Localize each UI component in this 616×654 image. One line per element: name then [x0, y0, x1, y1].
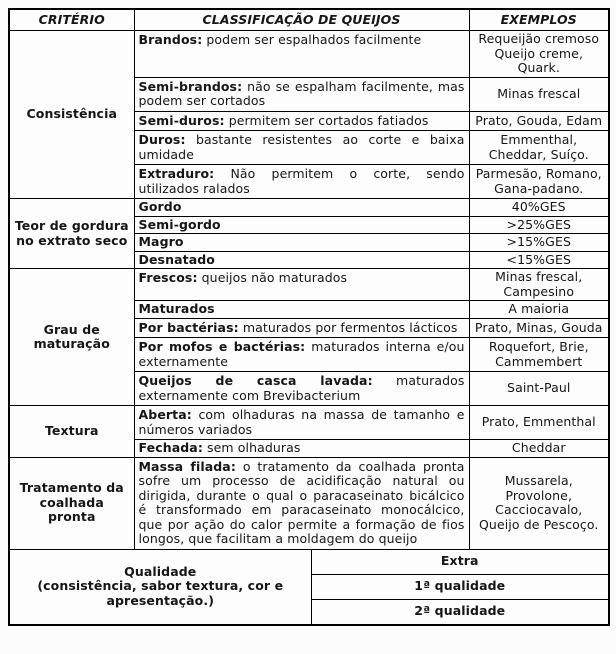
quality-subtitle: (consistência, sabor textura, cor e apresentação.): [37, 578, 284, 608]
classification-cell: [134, 406, 469, 440]
classification-cell: [134, 440, 469, 458]
classification-term: Frescos:: [138, 270, 198, 285]
quality-label-cell: [9, 549, 311, 625]
table-row: [9, 31, 609, 78]
classification-desc: maturados por fermentos lácticos: [242, 319, 458, 335]
header-criterio: CRITÉRIO: [9, 9, 134, 31]
classification-cell: [134, 31, 469, 78]
examples-cell: Saint-Paul: [469, 372, 609, 406]
classification-term: Extraduro:: [138, 166, 215, 181]
classification-term: Por mofos e bactérias:: [138, 339, 306, 354]
criterion-cell-textura: Textura: [9, 406, 134, 458]
classification-desc: não se espalham facilmente, mas podem ser cortados: [138, 78, 465, 108]
classification-cell: [134, 234, 469, 252]
classification-term: Magro: [138, 234, 184, 249]
classification-term: Brandos:: [138, 32, 203, 47]
classification-cell: [134, 269, 469, 301]
classification-term: Massa filada:: [138, 458, 236, 474]
criterion-cell-tratamento-coalhada: Tratamento da coalhada pronta: [9, 457, 134, 549]
examples-cell: Mussarela, Provolone, Cacciocavalo, Queijo de Pescoço.: [469, 457, 609, 549]
quality-grade-extra: Extra: [311, 549, 609, 574]
classification-cell: [134, 77, 469, 111]
classification-desc: queijos não maturados: [201, 270, 348, 285]
classification-desc: sem olhaduras: [207, 440, 301, 455]
criterion-cell-teor-gordura: Teor de gordura no extrato seco: [9, 199, 134, 269]
classification-cell: [134, 301, 469, 319]
quality-row: [9, 549, 609, 574]
classification-term: Semi-duros:: [138, 112, 225, 128]
classification-cell: [134, 131, 469, 165]
criterion-cell-grau-maturacao: Grau de maturação: [9, 269, 134, 406]
classification-term: Duros:: [138, 132, 186, 147]
examples-cell: Emmenthal, Cheddar, Suíço.: [469, 131, 609, 165]
examples-cell: Prato, Gouda, Edam: [469, 111, 609, 131]
examples-cell: 40%GES: [469, 199, 609, 217]
classification-cell: [134, 199, 469, 217]
header-exemplos: EXEMPLOS: [469, 9, 609, 31]
quality-title: Qualidade: [124, 563, 197, 579]
examples-cell: Cheddar: [469, 440, 609, 458]
quality-grade-segunda: 2ª qualidade: [311, 599, 609, 625]
classification-term: Desnatado: [138, 251, 215, 267]
classification-cell: [134, 165, 469, 199]
examples-cell: Minas frescal: [469, 77, 609, 111]
table-row: [9, 406, 609, 440]
classification-desc: o tratamento da coalhada pronta sofre um processo de acidificação natural ou dirigida, durante o qual o paracaseinato bicálcico é transformado em paracaseinato monocálcico, que por ação do calor permite a formação de fios longos, que facilitam a moldagem do queijo: [138, 458, 465, 546]
classification-desc: Não permitem o corte, sendo utilizados ralados: [138, 166, 465, 196]
classification-desc: podem ser espalhados facilmente: [206, 32, 422, 47]
header-classificacao: CLASSIFICAÇÃO DE QUEIJOS: [134, 9, 469, 31]
table-row: [9, 269, 609, 301]
quality-grade-primeira: 1ª qualidade: [311, 574, 609, 599]
classification-term: Aberta:: [138, 407, 192, 422]
classification-term: Maturados: [138, 301, 215, 316]
examples-cell: Parmesão, Romano, Gana-padano.: [469, 165, 609, 199]
header-row: [9, 9, 609, 31]
classification-cell: [134, 457, 469, 549]
classification-term: Fechada:: [138, 440, 203, 455]
classification-cell: [134, 318, 469, 338]
examples-cell: Prato, Emmenthal: [469, 406, 609, 440]
classification-term: Semi-brandos:: [138, 78, 243, 94]
classification-term: Gordo: [138, 199, 182, 214]
examples-cell: >25%GES: [469, 216, 609, 234]
examples-cell: Requeijão cremoso Queijo creme, Quark.: [469, 31, 609, 78]
cheese-classification-table: [8, 8, 610, 626]
classification-desc: bastante resistentes ao corte e baixa umidade: [138, 132, 465, 162]
classification-desc: permitem ser cortados fatiados: [228, 112, 429, 128]
examples-cell: Roquefort, Brie, Cammembert: [469, 338, 609, 372]
classification-term: Por bactérias:: [138, 319, 239, 335]
criterion-cell-consistencia: Consistência: [9, 31, 134, 199]
examples-cell: >15%GES: [469, 234, 609, 252]
classification-term: Queijos de casca lavada:: [138, 373, 373, 388]
table-row: [9, 199, 609, 217]
examples-cell: <15%GES: [469, 251, 609, 269]
classification-cell: [134, 338, 469, 372]
classification-desc: com olhaduras na massa de tamanho e números variados: [138, 407, 465, 437]
classification-desc: maturados externamente com Brevibacterium: [138, 373, 465, 403]
table-row: [9, 457, 609, 549]
examples-cell: Minas frescal, Campesino: [469, 269, 609, 301]
examples-cell: Prato, Minas, Gouda: [469, 318, 609, 338]
classification-desc: maturados interna e/ou externamente: [138, 339, 465, 369]
classification-term: Semi-gordo: [138, 216, 221, 232]
examples-cell: A maioria: [469, 301, 609, 319]
classification-cell: [134, 111, 469, 131]
classification-cell: [134, 251, 469, 269]
classification-cell: [134, 372, 469, 406]
classification-cell: [134, 216, 469, 234]
